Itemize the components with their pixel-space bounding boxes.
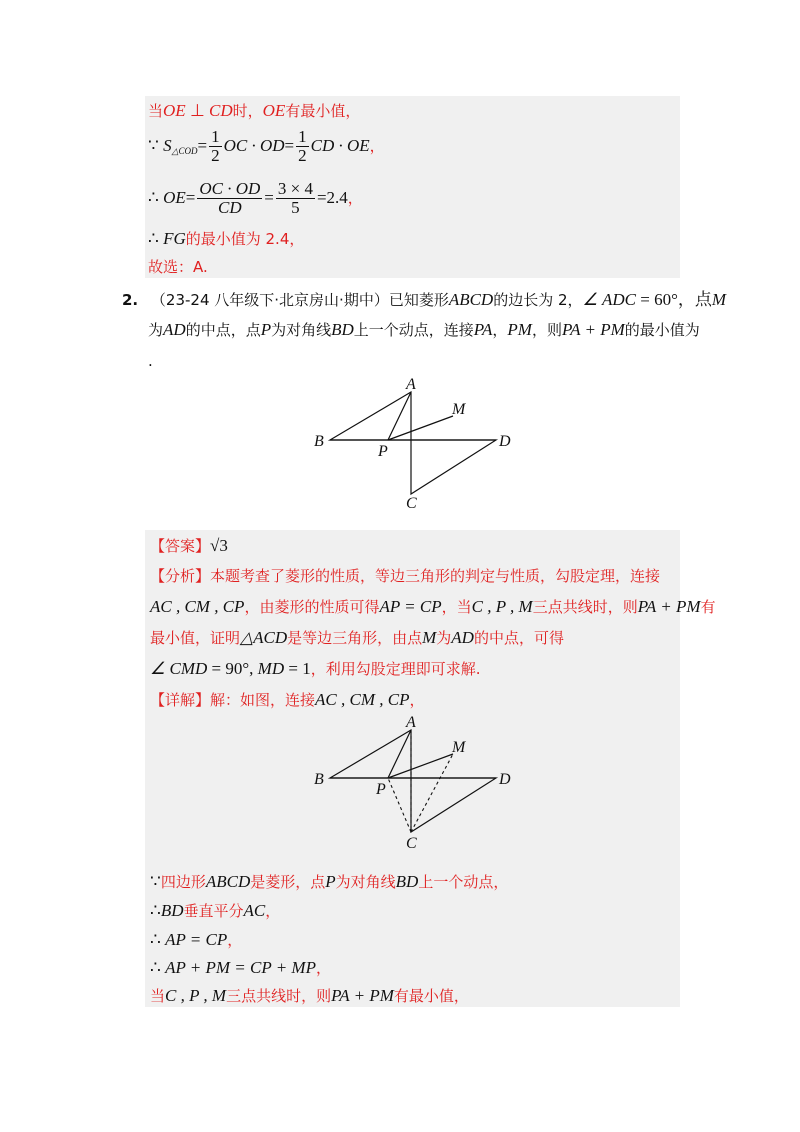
label-a: A xyxy=(406,376,416,393)
solution-step-1: ∵四边形ABCD是菱形，点P为对角线BD上一个动点， xyxy=(150,872,509,891)
answer-line: 【答案】√3 xyxy=(150,536,228,555)
solution-step-3: ∴ AP = CP， xyxy=(150,930,243,949)
label-d: D xyxy=(499,433,511,450)
solution-line-2: ∵ $S_{\triangle COD}=$ $\frac{1}{2}$ OC · OD= $\frac{1}{2}$ CD · OE， xyxy=(148,127,385,165)
analysis-line-4: ∠ CMD = 90°, MD = 1，利用勾股定理即可求解. xyxy=(150,659,481,678)
rhombus-figure-question xyxy=(310,372,520,512)
question-line-2: 为AD的中点，点P为对角线BD上一个动点，连接PA，PM，则PA + PM的最小值为 xyxy=(148,320,700,339)
label-m-2: M xyxy=(452,739,466,756)
analysis-line-3: 最小值，证明△ACD是等边三角形，由点M为AD的中点，可得 xyxy=(150,628,564,647)
detail-line: 【详解】解：如图，连接AC , CM , CP， xyxy=(150,690,425,709)
solution-step-4: ∴ AP + PM = CP + MP， xyxy=(150,958,331,977)
solution-line-1: 当OE ⊥ CD时，OE有最小值， xyxy=(148,101,361,120)
label-p-2: P xyxy=(376,781,386,798)
solution-step-2: ∴BD垂直平分AC， xyxy=(150,901,281,920)
label-c: C xyxy=(406,495,417,512)
label-m: M xyxy=(452,401,466,418)
label-a-2: A xyxy=(406,714,416,731)
analysis-line-1: 【分析】本题考查了菱形的性质，等边三角形的判定与性质，勾股定理，连接 xyxy=(150,567,661,585)
solution-line-3: ∴ OE= $\frac{OC \cdot OD}{CD}$ = $\frac{3 \times 4}{5}$ =2.4， xyxy=(148,179,363,217)
label-b: B xyxy=(314,433,324,450)
question-line-1: 2. （23-24 八年级下·北京房山·期中）已知菱形ABCD的边长为 2，∠ ADC = 60°，点M xyxy=(122,290,727,309)
analysis-line-2: AC , CM , CP，由菱形的性质可得AP = CP，当C , P , M三点共线时，则PA + PM有 xyxy=(150,597,716,616)
rhombus-outline xyxy=(330,392,496,494)
rhombus-figure-solution xyxy=(310,710,520,860)
label-b-2: B xyxy=(314,771,324,788)
solution-step-5: 当C , P , M三点共线时，则PA + PM有最小值， xyxy=(150,986,469,1005)
rhombus-outline-2 xyxy=(330,730,496,832)
label-p: P xyxy=(378,443,388,460)
segment-cm-dashed xyxy=(411,754,453,832)
segment-cp-dashed xyxy=(388,778,411,832)
label-c-2: C xyxy=(406,835,417,852)
label-d-2: D xyxy=(499,771,511,788)
solution-line-4: ∴ FG的最小值为 2.4， xyxy=(148,229,305,248)
solution-line-5: 故选：A. xyxy=(148,258,208,276)
question-line-3: . xyxy=(148,352,153,370)
